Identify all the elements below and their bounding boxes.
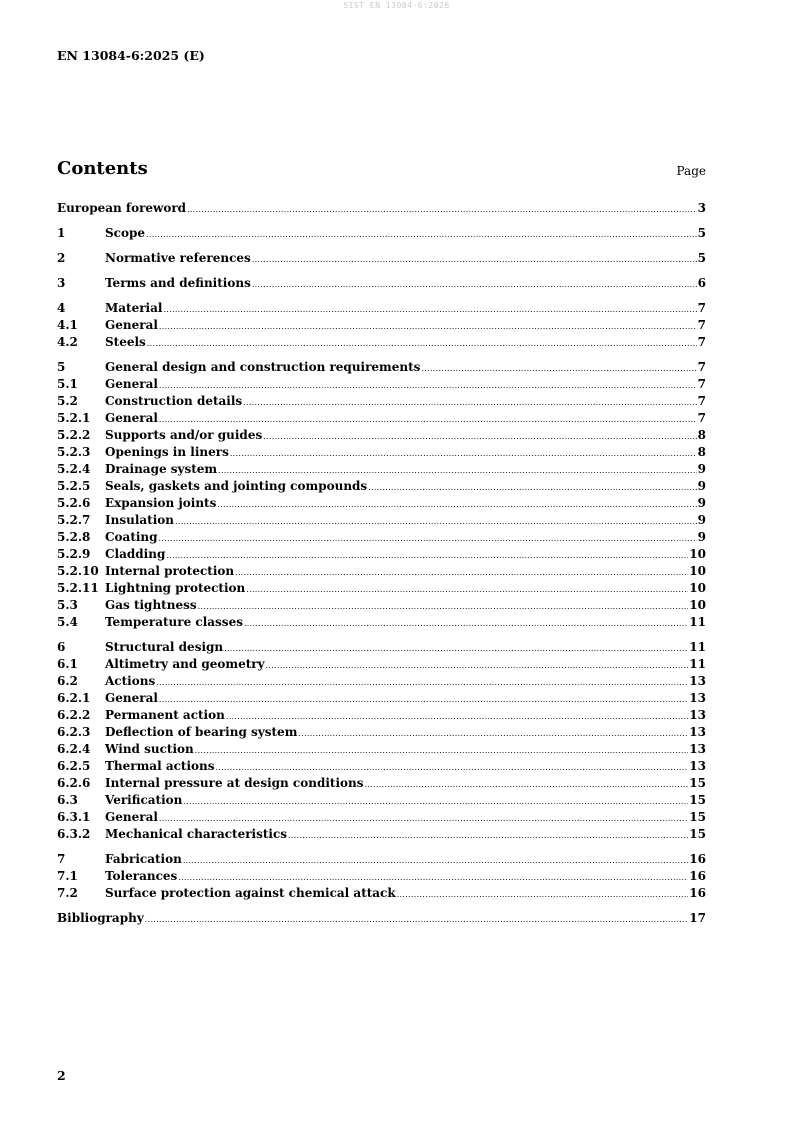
toc-entry-page: 7 [697,335,706,349]
toc-entry-title: General [105,411,158,425]
toc-entry-number: 5.2.4 [57,462,91,476]
contents-title: Contents [57,158,148,179]
toc-entry-title: Fabrication [105,852,182,866]
toc-entry-page: 7 [697,318,706,332]
leader-dots [195,746,689,755]
leader-dots [226,712,688,721]
toc-entry-title: General [105,691,158,705]
toc-entry-number: 6.2.6 [57,776,91,790]
leader-dots [147,339,697,348]
toc-entry-title: Gas tightness [105,598,197,612]
toc-entry-title: Coating [105,530,158,544]
leader-dots [244,619,688,628]
leader-dots [365,780,689,789]
toc-entry[interactable] [57,479,706,496]
leader-dots [243,398,696,407]
leader-dots [421,364,696,373]
watermark: SIST EN 13084-6:2026 [343,1,450,10]
toc-entry[interactable] [57,615,706,632]
toc-entry[interactable] [57,318,706,335]
leader-dots [368,483,696,492]
leader-dots [187,205,697,214]
toc-entry-number: 7.1 [57,869,78,883]
toc-entry-number: 5.4 [57,615,78,629]
toc-entry[interactable] [57,911,706,928]
leader-dots [266,661,689,670]
toc-entry[interactable] [57,725,706,742]
toc-entry-page: 15 [689,810,706,824]
toc-entry-title: Openings in liners [105,445,229,459]
toc-entry-page: 16 [689,852,706,866]
toc-entry-page: 15 [689,776,706,790]
toc-entry-title: Scope [105,226,146,240]
leader-dots [166,551,688,560]
toc-entry-number: 3 [57,276,66,290]
toc-entry-page: 9 [697,479,706,493]
leader-dots [145,915,689,924]
toc-entry-number: 6.2.2 [57,708,91,722]
toc-entry-title: Tolerances [105,869,178,883]
toc-entry[interactable] [57,886,706,903]
toc-entry-title: Cladding [105,547,166,561]
toc-entry[interactable] [57,869,706,886]
toc-entry[interactable] [57,394,706,411]
toc-entry[interactable] [57,276,706,293]
toc-entry-page: 11 [689,615,706,629]
toc-entry-title: Wind suction [105,742,194,756]
toc-entry[interactable] [57,852,706,869]
toc-entry-page: 17 [689,911,706,925]
leader-dots [159,695,688,704]
table-of-contents [57,201,706,928]
leader-dots [183,856,688,865]
toc-entry-page: 11 [689,640,706,654]
toc-entry-number: 6.2.3 [57,725,91,739]
toc-entry[interactable] [57,742,706,759]
toc-entry[interactable] [57,251,706,268]
toc-entry-number: 5.1 [57,377,78,391]
toc-entry[interactable] [57,581,706,598]
toc-entry[interactable] [57,827,706,844]
toc-entry-number: 6 [57,640,66,654]
toc-entry-title: Steels [105,335,146,349]
toc-entry-number: 5.2.11 [57,581,99,595]
leader-dots [288,831,688,840]
leader-dots [159,534,697,543]
toc-entry[interactable] [57,708,706,725]
toc-entry[interactable] [57,657,706,674]
toc-entry[interactable] [57,445,706,462]
toc-entry-page: 13 [689,674,706,688]
toc-entry-page: 9 [697,530,706,544]
toc-entry-title: Verification [105,793,183,807]
toc-entry[interactable] [57,513,706,530]
leader-dots [217,500,696,509]
leader-dots [159,814,688,823]
leader-dots [230,449,697,458]
toc-entry-number: 5 [57,360,66,374]
toc-entry-title: General [105,810,158,824]
toc-entry-page: 16 [689,869,706,883]
toc-entry-page: 13 [689,691,706,705]
toc-entry-number: 5.2.1 [57,411,91,425]
leader-dots [224,644,688,653]
toc-entry-page: 7 [697,377,706,391]
toc-entry-title: Temperature classes [105,615,243,629]
toc-entry-page: 13 [689,708,706,722]
toc-entry-title: Surface protection against chemical attack [105,886,396,900]
toc-entry-page: 10 [689,598,706,612]
toc-entry-number: 5.2.2 [57,428,91,442]
toc-entry-page: 13 [689,742,706,756]
toc-entry-number: 4.2 [57,335,78,349]
toc-entry-title: Insulation [105,513,174,527]
toc-entry[interactable] [57,530,706,547]
toc-entry-title: Terms and definitions [105,276,251,290]
toc-entry-number: 1 [57,226,66,240]
toc-entry-page: 7 [697,411,706,425]
toc-entry[interactable] [57,776,706,793]
toc-entry[interactable] [57,674,706,691]
toc-entry-page: 5 [697,251,706,265]
toc-entry[interactable] [57,335,706,352]
page-number: 2 [57,1068,66,1083]
toc-entry-number: 6.1 [57,657,78,671]
leader-dots [198,602,689,611]
toc-entry-number: 7 [57,852,66,866]
toc-entry-page: 5 [697,226,706,240]
toc-entry-page: 13 [689,725,706,739]
toc-entry-title: General [105,318,158,332]
toc-entry-number: 4 [57,301,66,315]
toc-entry-page: 7 [697,301,706,315]
toc-entry-page: 10 [689,547,706,561]
toc-entry-number: 4.1 [57,318,78,332]
toc-entry-page: 9 [697,513,706,527]
toc-entry[interactable] [57,411,706,428]
toc-entry-number: 5.2.9 [57,547,91,561]
toc-entry-page: 8 [697,428,706,442]
toc-entry-number: 6.3.1 [57,810,91,824]
toc-entry-number: 5.2.6 [57,496,91,510]
leader-dots [159,381,697,390]
toc-entry-title: Permanent action [105,708,225,722]
toc-entry-title: Structural design [105,640,224,654]
toc-entry[interactable] [57,564,706,581]
toc-entry-title: General [105,377,158,391]
toc-entry-number: 6.2.5 [57,759,91,773]
toc-entry-number: 7.2 [57,886,78,900]
toc-entry[interactable] [57,691,706,708]
leader-dots [178,873,688,882]
leader-dots [163,305,696,314]
toc-entry-title: Internal pressure at design conditions [105,776,364,790]
toc-entry-title: Construction details [105,394,243,408]
leader-dots [156,678,688,687]
toc-entry-page: 9 [697,462,706,476]
leader-dots [252,280,697,289]
toc-entry[interactable] [57,201,706,218]
toc-entry-number: 6.2.4 [57,742,91,756]
toc-entry-number: 5.3 [57,598,78,612]
toc-entry-number: 5.2.3 [57,445,91,459]
leader-dots [263,432,696,441]
toc-entry-title: Seals, gaskets and jointing compounds [105,479,368,493]
leader-dots [397,890,689,899]
toc-entry-title: Altimetry and geometry [105,657,265,671]
leader-dots [252,255,697,264]
toc-entry[interactable] [57,598,706,615]
toc-entry[interactable] [57,301,706,318]
toc-entry-page: 13 [689,759,706,773]
toc-entry-title: Bibliography [57,911,144,925]
toc-entry[interactable] [57,226,706,243]
document-id: EN 13084-6:2025 (E) [57,48,205,63]
toc-entry-number: 5.2.10 [57,564,99,578]
toc-entry[interactable] [57,793,706,810]
toc-entry[interactable] [57,640,706,657]
toc-entry-title: Internal protection [105,564,235,578]
toc-entry-title: Expansion joints [105,496,217,510]
toc-entry-number: 6.3.2 [57,827,91,841]
toc-entry[interactable] [57,462,706,479]
leader-dots [183,797,688,806]
toc-entry[interactable] [57,496,706,513]
toc-entry-page: 15 [689,827,706,841]
leader-dots [175,517,697,526]
toc-entry-title: Deflection of bearing system [105,725,298,739]
toc-entry-title: General design and construction requirements [105,360,421,374]
leader-dots [246,585,688,594]
toc-entry[interactable] [57,360,706,377]
toc-entry-number: 6.2 [57,674,78,688]
toc-entry-title: Supports and/or guides [105,428,263,442]
toc-entry-page: 8 [697,445,706,459]
toc-entry[interactable] [57,810,706,827]
toc-entry-page: 16 [689,886,706,900]
leader-dots [146,230,697,239]
toc-entry-number: 2 [57,251,66,265]
leader-dots [159,322,697,331]
leader-dots [216,763,689,772]
toc-entry-title: Lightning protection [105,581,246,595]
toc-entry-page: 7 [697,360,706,374]
toc-entry-page: 6 [697,276,706,290]
toc-entry-page: 11 [689,657,706,671]
toc-entry-page: 9 [697,496,706,510]
toc-entry-title: Normative references [105,251,251,265]
toc-entry-page: 3 [697,201,706,215]
leader-dots [298,729,688,738]
toc-entry-number: 5.2.7 [57,513,91,527]
toc-entry-title: Thermal actions [105,759,215,773]
toc-entry-number: 5.2 [57,394,78,408]
leader-dots [159,415,697,424]
toc-entry-page: 10 [689,564,706,578]
page-column-label: Page [676,164,706,178]
toc-entry[interactable] [57,377,706,394]
leader-dots [218,466,697,475]
toc-entry[interactable] [57,759,706,776]
toc-entry-title: Actions [105,674,156,688]
toc-entry-page: 7 [697,394,706,408]
toc-entry-number: 6.3 [57,793,78,807]
toc-entry[interactable] [57,547,706,564]
toc-entry[interactable] [57,428,706,445]
toc-entry-page: 15 [689,793,706,807]
toc-entry-number: 5.2.5 [57,479,91,493]
leader-dots [235,568,688,577]
toc-entry-title: European foreword [57,201,187,215]
toc-entry-title: Mechanical characteristics [105,827,288,841]
toc-entry-page: 10 [689,581,706,595]
toc-entry-number: 5.2.8 [57,530,91,544]
toc-entry-title: Drainage system [105,462,218,476]
toc-entry-title: Material [105,301,163,315]
toc-entry-number: 6.2.1 [57,691,91,705]
